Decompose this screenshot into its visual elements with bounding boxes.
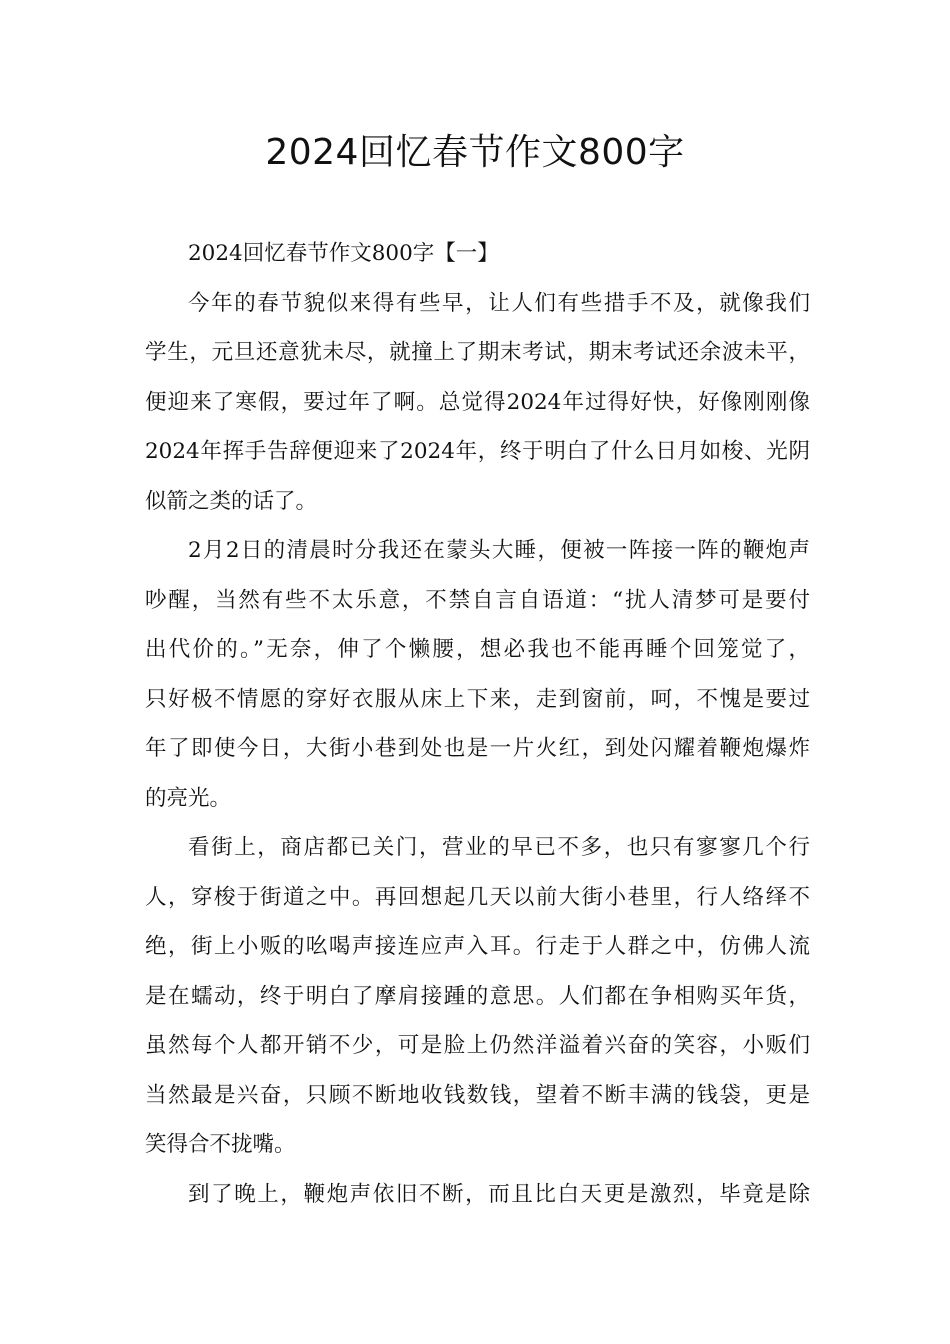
paragraph-line: 学生，元旦还意犹未尽，就撞上了期末考试，期末考试还余波未平， <box>145 340 810 365</box>
paragraph-line: 虽然每个人都开销不少，可是脸上仍然洋溢着兴奋的笑容，小贩们 <box>145 1033 810 1058</box>
paragraph-line: 吵醒，当然有些不太乐意，不禁自言自语道：“扰人清梦可是要付 <box>145 587 810 613</box>
section-heading: 2024回忆春节作文800字【一】 <box>188 241 499 266</box>
paragraph-line: 绝，街上小贩的吆喝声接连应声入耳。行走于人群之中，仿佛人流 <box>145 934 810 959</box>
paragraph-line: 出代价的。”无奈，伸了个懒腰，想必我也不能再睡个回笼觉了， <box>145 637 810 662</box>
paragraph-line: 2024年挥手告辞便迎来了2024年，终于明白了什么日月如梭、光阴 <box>145 439 810 464</box>
paragraph-2 <box>145 526 810 823</box>
paragraph-line: 便迎来了寒假，要过年了啊。总觉得2024年过得好快，好像刚刚像 <box>145 389 810 415</box>
paragraph-line: 的亮光。 <box>145 785 232 811</box>
paragraph-line: 人，穿梭于街道之中。再回想起几天以前大街小巷里，行人络绎不 <box>145 884 810 910</box>
paragraph-line: 似箭之类的话了。 <box>145 488 318 514</box>
paragraph-line: 看街上，商店都已关门，营业的早已不多，也只有寥寥几个行 <box>188 835 810 860</box>
paragraph-1 <box>145 279 810 527</box>
document-title: 2024回忆春节作文800字 <box>265 132 685 173</box>
paragraph-line: 当然最是兴奋，只顾不断地收钱数钱，望着不断丰满的钱袋，更是 <box>145 1082 810 1108</box>
paragraph-3 <box>145 823 810 1170</box>
paragraph-line: 到了晚上，鞭炮声依旧不断，而且比白天更是激烈，毕竟是除 <box>188 1181 810 1207</box>
paragraph-line: 2月2日的清晨时分我还在蒙头大睡，便被一阵接一阵的鞭炮声 <box>188 538 810 563</box>
paragraph-line: 今年的春节貌似来得有些早，让人们有些措手不及，就像我们 <box>188 290 810 316</box>
paragraph-line: 是在蠕动，终于明白了摩肩接踵的意思。人们都在争相购买年货， <box>145 983 810 1009</box>
paragraph-line: 年了即使今日，大街小巷到处也是一片火红，到处闪耀着鞭炮爆炸 <box>145 736 810 761</box>
paragraph-line: 笑得合不拢嘴。 <box>145 1132 296 1157</box>
paragraph-4 <box>145 1170 810 1220</box>
paragraph-line: 只好极不情愿的穿好衣服从床上下来，走到窗前，呵，不愧是要过 <box>145 686 810 712</box>
document-body <box>145 229 810 1219</box>
